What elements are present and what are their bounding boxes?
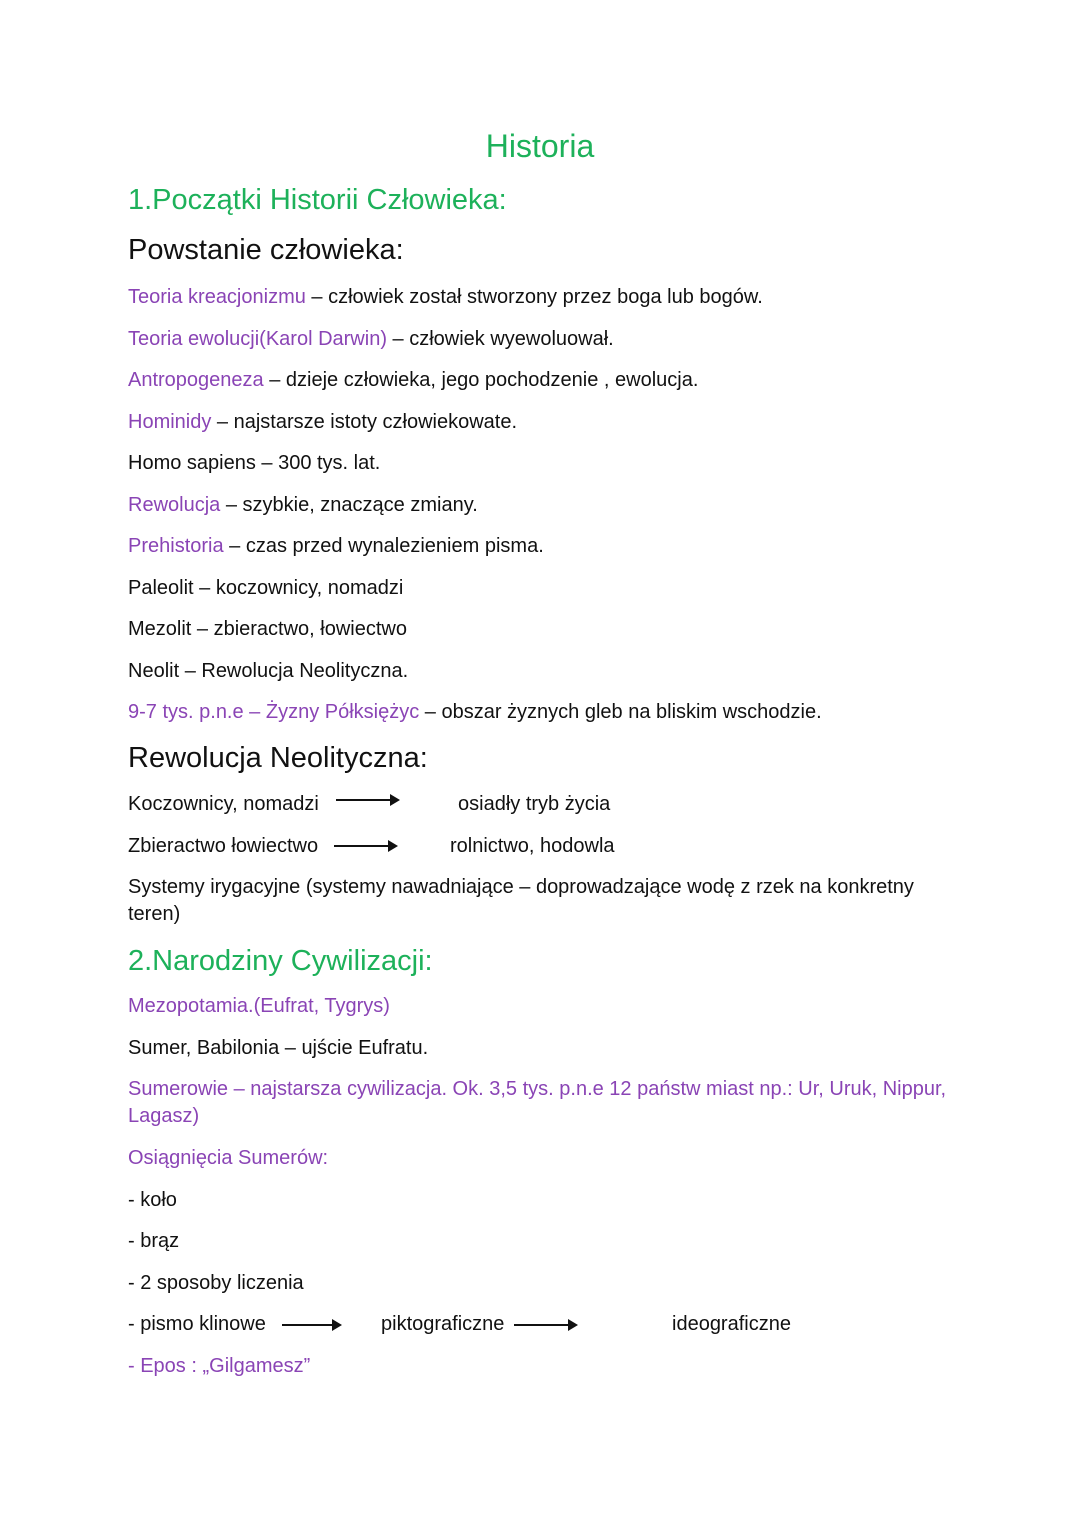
section-heading-origins: 1.Początki Historii Człowieka: bbox=[128, 184, 507, 216]
entry-definition: Neolit – Rewolucja Neolityczna. bbox=[128, 660, 409, 682]
subheading-human-origin: Powstanie człowieka: bbox=[128, 234, 404, 266]
arrow-icon bbox=[514, 1324, 576, 1326]
entry-term: Rewolucja bbox=[128, 494, 221, 516]
arrow-icon bbox=[334, 845, 396, 847]
entry-term: 9-7 tys. p.n.e – Żyzny Półksiężyc bbox=[128, 701, 420, 723]
list-item: - koło bbox=[128, 1189, 177, 1211]
entry-term: Prehistoria bbox=[128, 535, 224, 557]
writing-pictographic: piktograficzne bbox=[381, 1313, 505, 1335]
achievements-heading: Osiągnięcia Sumerów: bbox=[128, 1147, 329, 1169]
entry-term: Hominidy bbox=[128, 411, 212, 433]
entry-neolithic bbox=[128, 660, 408, 683]
entry-definition: – najstarsze istoty człowiekowate. bbox=[211, 411, 518, 433]
entry-definition: – czas przed wynalezieniem pisma. bbox=[223, 535, 544, 557]
writing-ideographic: ideograficzne bbox=[672, 1313, 791, 1335]
entry-hominids bbox=[128, 411, 517, 434]
entry-definition: Homo sapiens – 300 tys. lat. bbox=[128, 452, 381, 474]
sumerians-line: Sumerowie – najstarsza cywilizacja. Ok. 3,5 tys. p.n.e 12 państw miast np.: Ur, Uruk, Nippur, Lagasz) bbox=[128, 1078, 947, 1127]
entry-revolution bbox=[128, 494, 478, 517]
entry-paleolithic bbox=[128, 577, 403, 600]
arrow-icon bbox=[336, 799, 398, 801]
arrow-icon bbox=[282, 1324, 340, 1326]
entry-definition: – obszar żyznych gleb na bliskim wschodzie. bbox=[419, 701, 822, 723]
entry-term: Teoria kreacjonizmu bbox=[128, 286, 306, 308]
epic-line: - Epos : „Gilgamesz” bbox=[128, 1355, 311, 1377]
list-item: - brąz bbox=[128, 1230, 180, 1252]
entry-fertile-crescent bbox=[128, 701, 822, 724]
subheading-neolithic-revolution: Rewolucja Neolityczna: bbox=[128, 742, 428, 774]
entry-evolution bbox=[128, 328, 614, 351]
mesopotamia-line: Mezopotamia.(Eufrat, Tygrys) bbox=[128, 995, 390, 1017]
entry-term: Antropogeneza bbox=[128, 369, 264, 391]
entry-homo-sapiens bbox=[128, 452, 380, 475]
page-title: Historia bbox=[485, 128, 595, 164]
entry-definition: – szybkie, znaczące zmiany. bbox=[220, 494, 478, 516]
irrigation-note: Systemy irygacyjne (systemy nawadniające – doprowadzające wodę z rzek na konkretny teren) bbox=[128, 876, 914, 925]
entry-definition: – człowiek wyewoluował. bbox=[386, 328, 614, 350]
list-item: - 2 sposoby liczenia bbox=[128, 1272, 304, 1294]
entry-term: Teoria ewolucji(Karol Darwin) bbox=[128, 328, 387, 350]
entry-definition: Paleolit – koczownicy, nomadzi bbox=[128, 577, 404, 599]
section-heading-civilization: 2.Narodziny Cywilizacji: bbox=[128, 945, 433, 977]
sumer-line: Sumer, Babilonia – ujście Eufratu. bbox=[128, 1037, 429, 1059]
entry-mesolithic bbox=[128, 618, 407, 641]
transition-to: osiadły tryb życia bbox=[458, 793, 611, 815]
entry-definition: Mezolit – zbieractwo, łowiectwo bbox=[128, 618, 407, 640]
transition-from: Zbieractwo łowiectwo bbox=[128, 835, 319, 857]
entry-anthropogenesis bbox=[128, 369, 698, 392]
entry-definition: – dzieje człowieka, jego pochodzenie , ewolucja. bbox=[263, 369, 699, 391]
transition-to: rolnictwo, hodowla bbox=[450, 835, 615, 857]
transition-from: Koczownicy, nomadzi bbox=[128, 793, 319, 815]
entry-creationism bbox=[128, 286, 763, 309]
writing-cuneiform: - pismo klinowe bbox=[128, 1313, 266, 1335]
entry-definition: – człowiek został stworzony przez boga lub bogów. bbox=[305, 286, 763, 308]
entry-prehistory bbox=[128, 535, 544, 558]
